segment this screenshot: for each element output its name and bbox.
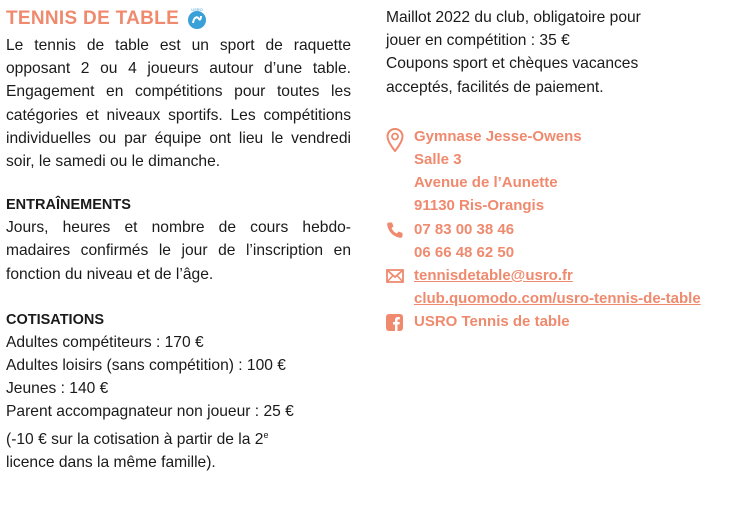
left-column [6,4,351,474]
website-link[interactable]: club.quomodo.com/usro-tennis-de-table [414,290,701,308]
info-line: jouer en compétition : 35 € [386,32,570,50]
envelope-icon [386,269,404,283]
address-line: Gymnase Jesse-Owens [414,127,582,145]
phone-number[interactable]: 06 66 48 62 50 [414,243,515,261]
fee-item: Jeunes : 140 € [6,380,109,398]
address-line: Salle 3 [414,151,462,169]
discount-sup: e [263,429,269,440]
discount-text: (-10 € sur la cotisation à partir de la 2 [6,430,264,448]
usro-logo-icon [185,7,209,31]
location-pin-icon [386,128,404,152]
logo-text: USRO [191,7,203,12]
facebook-icon [386,314,403,331]
email-link[interactable]: tennisdetable@usro.fr [414,267,573,285]
right-column [386,6,726,334]
info-line: acceptés, facilités de paiement. [386,78,604,96]
phone-block [386,218,726,264]
phone-number[interactable]: 07 83 00 38 46 [414,220,515,238]
address-line: Avenue de l’Aunette [414,174,558,192]
fee-item: Parent accompagnateur non joueur : 25 € [6,403,294,421]
fees-heading: COTISATIONS [6,311,105,328]
page-title: TENNIS DE TABLE [6,8,180,29]
address-block [386,125,726,218]
info-line: Maillot 2022 du club, obligatoire pour [386,9,641,26]
discount-note-2: licence dans la même famille). [6,454,216,472]
training-heading: ENTRAÎNEMENTS [6,197,131,214]
training-paragraph: Jours, heures et nombre de cours hebdo-madaires confirmés le jour de l’inscription en fonction du niveau et de l’âge. [6,219,351,283]
web-block [386,264,726,310]
intro-paragraph: Le tennis de table est un sport de raquette opposant 2 ou 4 joueurs autour d’une table. Engagement en compétitions pour toutes les catégories et niveaux sportifs. Les compétitions individuelles ou par équipe ont lieu le vendredi soir, le samedi ou le dimanche. [6,37,351,171]
discount-note [6,424,351,451]
info-line: Coupons sport et chèques vacances [386,55,639,73]
title-row [6,4,351,34]
fee-item: Adultes loisirs (sans compétition) : 100 € [6,357,286,375]
facebook-block [386,310,726,333]
phone-icon [386,221,404,239]
facebook-link[interactable]: USRO Tennis de table [414,313,570,331]
address-line: 91130 Ris-Orangis [414,197,545,215]
fee-item: Adultes compétiteurs : 170 € [6,333,204,351]
